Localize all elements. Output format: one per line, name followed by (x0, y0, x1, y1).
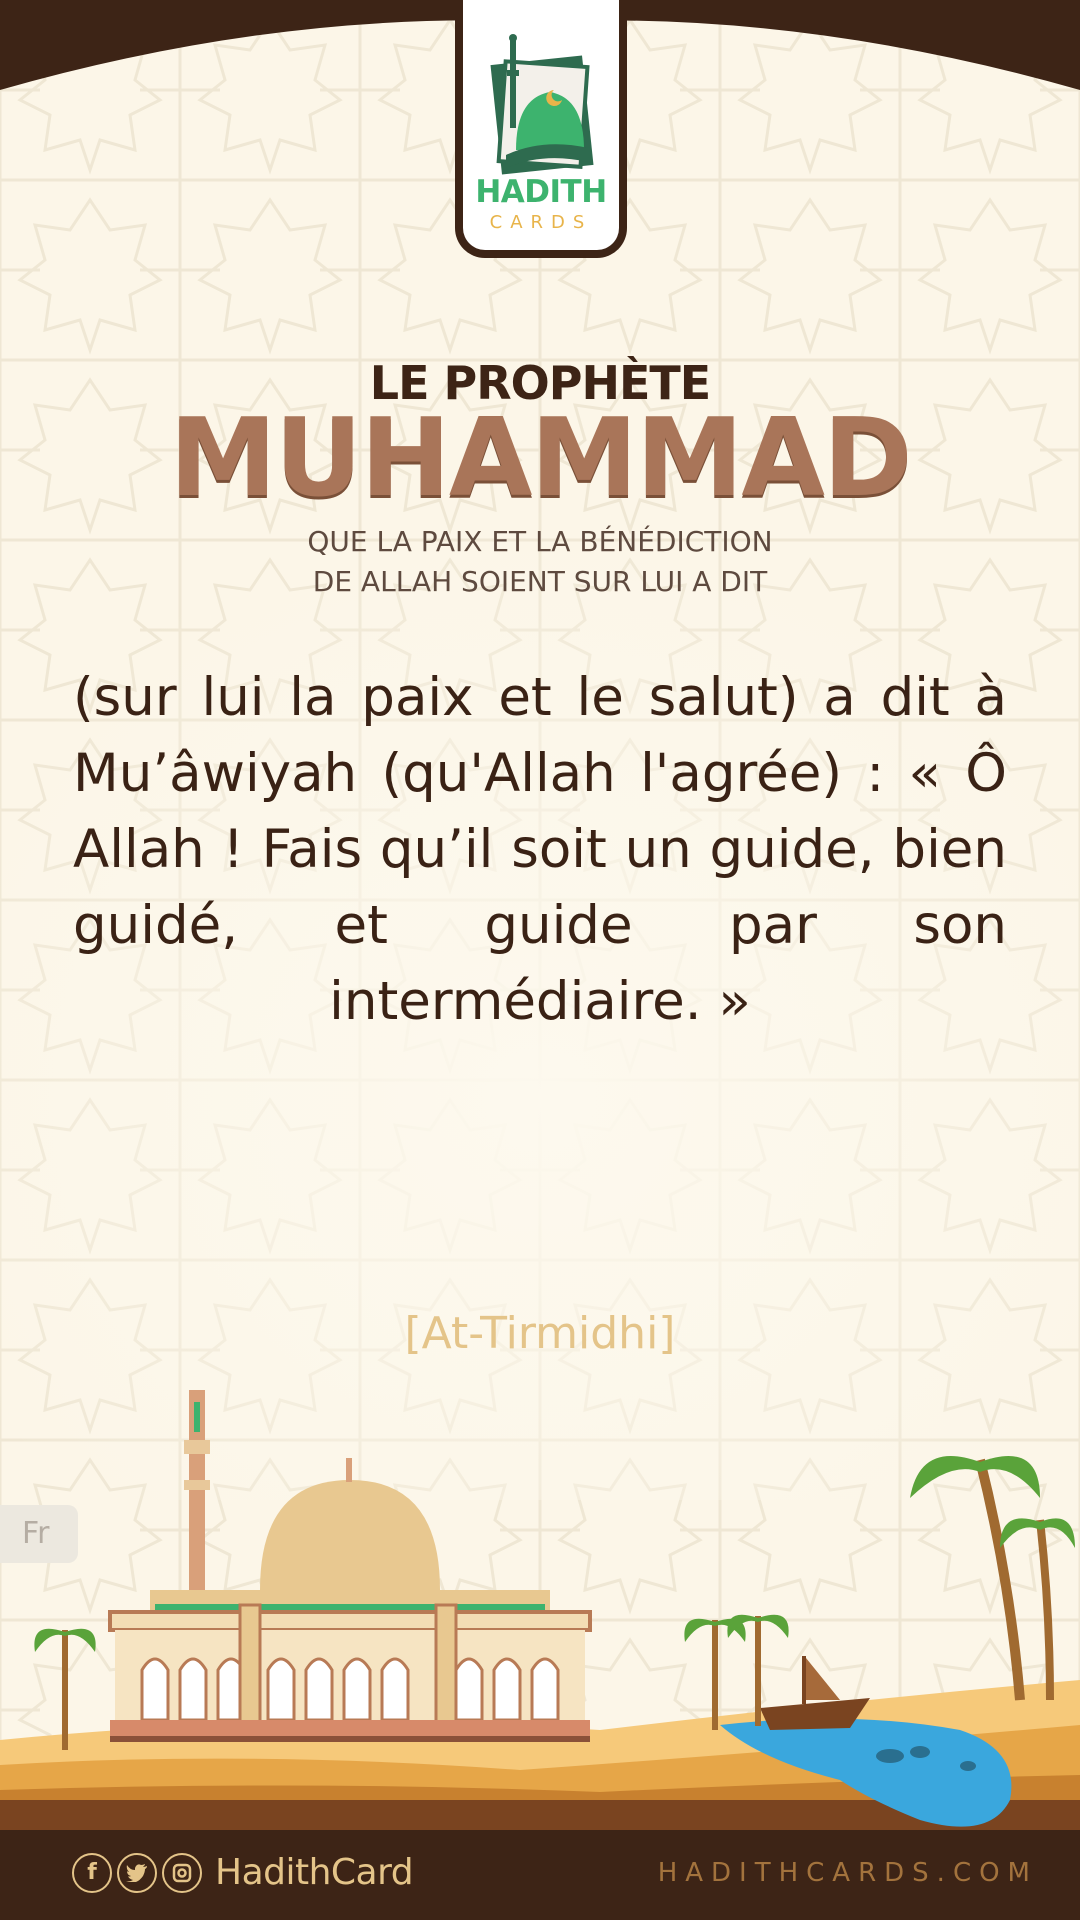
language-selector[interactable]: Fr (0, 1505, 78, 1563)
hadith-text: (sur lui la paix et le salut) a dit à Mu’âwiyah (qu'Allah l'agrée) : « Ô Allah ! Fais qu’il soit un guide, bien guidé, et guide par son intermédiaire. » (73, 667, 1007, 1032)
title-blessing (0, 522, 1080, 602)
logo-text-hadith: HADITH (475, 174, 607, 210)
instagram-icon[interactable] (162, 1853, 202, 1893)
facebook-icon[interactable]: f (72, 1853, 112, 1893)
hadith-source: [At-Tirmidhi] (404, 1308, 676, 1359)
mosque-desert-illustration (0, 1380, 1080, 1830)
footer (0, 1830, 1080, 1920)
twitter-icon[interactable] (117, 1853, 157, 1893)
title-name: MUHAMMAD (169, 396, 911, 521)
logo-text-cards: CARDS (489, 212, 593, 233)
title-prefix: LE PROPHÈTE (369, 356, 711, 410)
blessing-line-2: DE ALLAH SOIENT SUR LUI A DIT (312, 565, 768, 598)
social-handle[interactable]: HadithCard (215, 1852, 414, 1893)
boat (760, 1656, 870, 1730)
mosque-building (110, 1390, 590, 1742)
logo (455, 0, 627, 258)
blessing-line-1: QUE LA PAIX ET LA BÉNÉDICTION (307, 525, 773, 558)
mosque-logo-icon (488, 30, 598, 175)
website-link[interactable]: HADITHCARDS.COM (657, 1858, 1038, 1888)
social-links (72, 1852, 413, 1893)
